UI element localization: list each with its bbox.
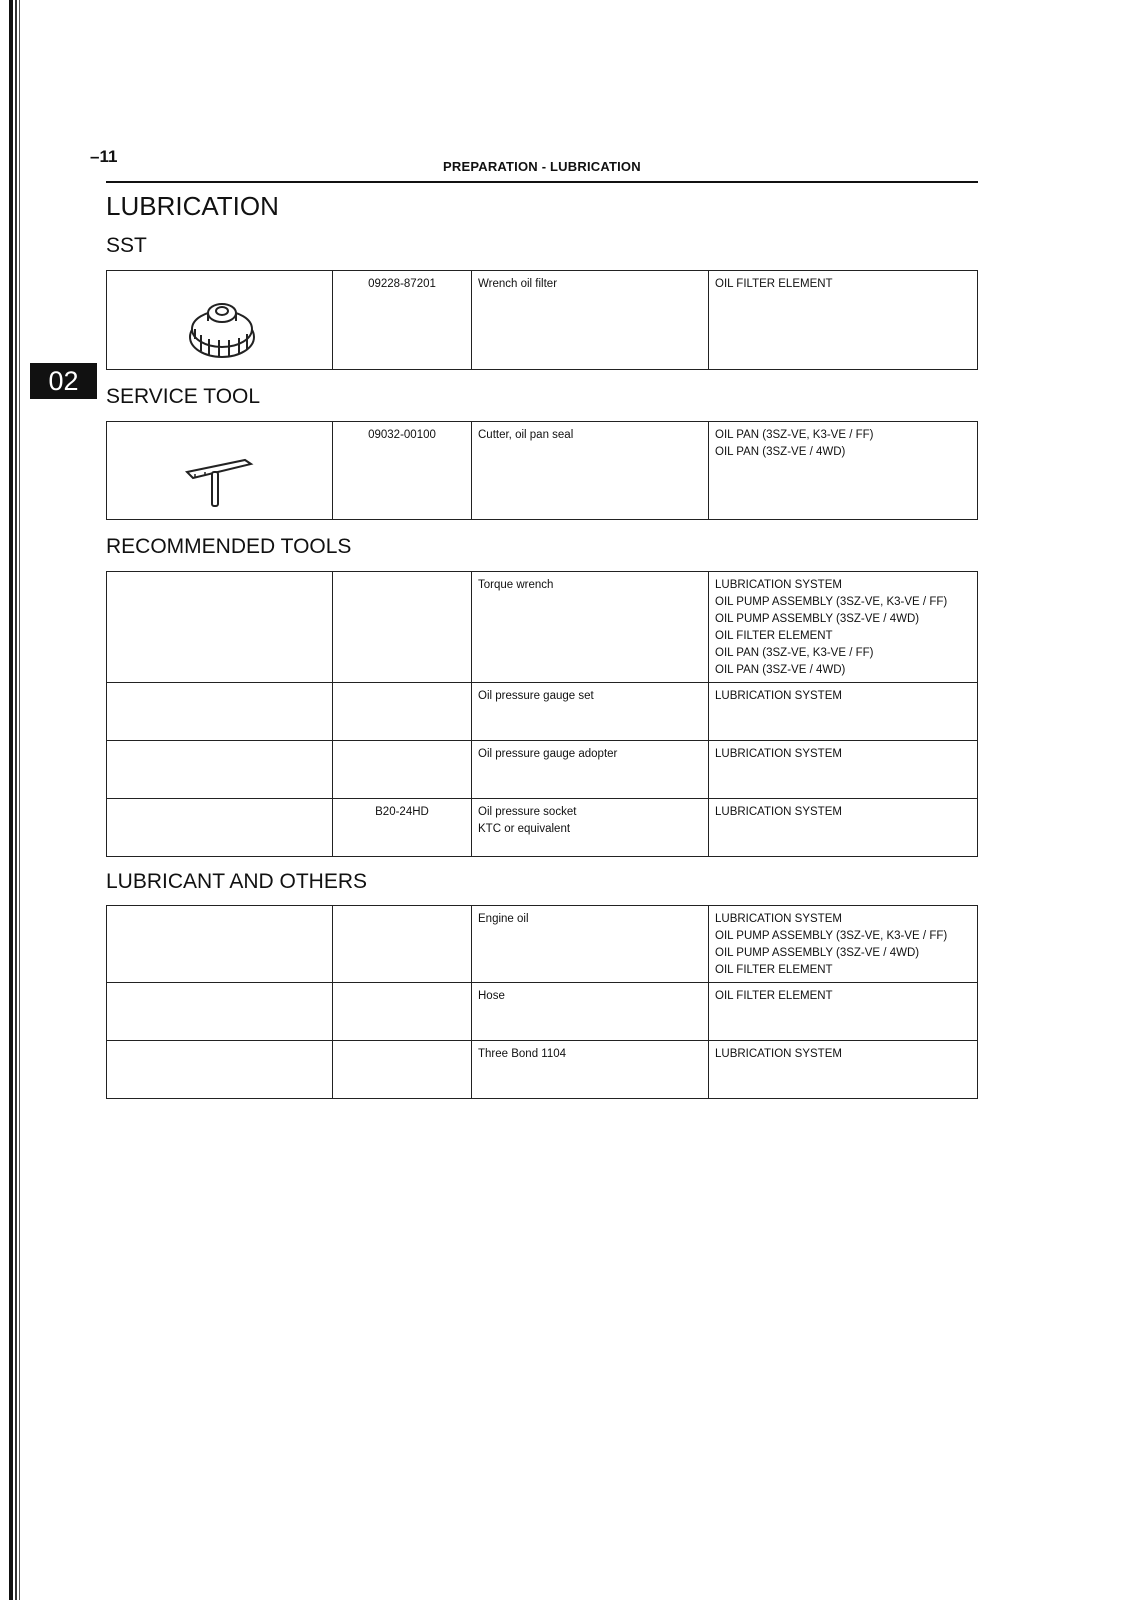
- oil-filter-wrench-icon: [187, 299, 257, 361]
- tool-usage: LUBRICATION SYSTEM: [709, 683, 978, 741]
- page-binding-edge: [0, 0, 22, 1600]
- recommended-tools-heading: RECOMMENDED TOOLS: [106, 535, 352, 558]
- tool-image-cell: [107, 683, 333, 741]
- lubricant-usage: LUBRICATION SYSTEM: [709, 1041, 978, 1099]
- part-number: B20-24HD: [333, 799, 472, 857]
- tool-usage: OIL PAN (3SZ-VE, K3-VE / FF) OIL PAN (3SZ-VE / 4WD): [709, 422, 978, 520]
- sst-heading: SST: [106, 234, 147, 257]
- lubricant-name: Three Bond 1104: [472, 1041, 709, 1099]
- lubricant-usage: OIL FILTER ELEMENT: [709, 983, 978, 1041]
- table-row: [107, 983, 978, 1041]
- table-row: [107, 799, 978, 857]
- tool-image-cell: [107, 983, 333, 1041]
- table-row: [107, 906, 978, 983]
- header-rule: [106, 181, 978, 183]
- tool-image-cell: [107, 271, 333, 370]
- page-title: LUBRICATION: [106, 191, 279, 221]
- tool-name: Oil pressure socket KTC or equivalent: [472, 799, 709, 857]
- part-number: 09032-00100: [333, 422, 472, 520]
- table-row: [107, 422, 978, 520]
- tool-image-cell: [107, 799, 333, 857]
- section-tab: 02: [30, 363, 97, 399]
- lubricant-name: Hose: [472, 983, 709, 1041]
- lubricant-heading: LUBRICANT AND OTHERS: [106, 870, 367, 893]
- part-number: [333, 983, 472, 1041]
- tool-image-cell: [107, 572, 333, 683]
- tool-name: Cutter, oil pan seal: [472, 422, 709, 520]
- table-row: [107, 271, 978, 370]
- table-row: [107, 572, 978, 683]
- tool-image-cell: [107, 906, 333, 983]
- part-number: [333, 741, 472, 799]
- part-number: 09228-87201: [333, 271, 472, 370]
- part-number: [333, 1041, 472, 1099]
- lubricant-table: [106, 905, 978, 1099]
- tool-name: Oil pressure gauge adopter: [472, 741, 709, 799]
- tool-usage: OIL FILTER ELEMENT: [709, 271, 978, 370]
- sst-table: [106, 270, 978, 370]
- page-number: –11: [90, 147, 118, 166]
- service-tool-table: [106, 421, 978, 520]
- tool-image-cell: [107, 422, 333, 520]
- tool-image-cell: [107, 1041, 333, 1099]
- service-tool-heading: SERVICE TOOL: [106, 385, 261, 408]
- part-number: [333, 572, 472, 683]
- table-row: [107, 741, 978, 799]
- header-title: PREPARATION - LUBRICATION: [443, 159, 641, 174]
- lubricant-name: Engine oil: [472, 906, 709, 983]
- part-number: [333, 906, 472, 983]
- recommended-tools-table: [106, 571, 978, 857]
- tool-usage: LUBRICATION SYSTEM OIL PUMP ASSEMBLY (3SZ-VE, K3-VE / FF) OIL PUMP ASSEMBLY (3SZ-VE / 4WD) OIL FILTER ELEMENT OIL PAN (3SZ-VE, K3-VE / FF) OIL PAN (3SZ-VE / 4WD): [709, 572, 978, 683]
- lubricant-usage: LUBRICATION SYSTEM OIL PUMP ASSEMBLY (3SZ-VE, K3-VE / FF) OIL PUMP ASSEMBLY (3SZ-VE / 4WD) OIL FILTER ELEMENT: [709, 906, 978, 983]
- tool-image-cell: [107, 741, 333, 799]
- part-number: [333, 683, 472, 741]
- tool-name: Torque wrench: [472, 572, 709, 683]
- tool-usage: LUBRICATION SYSTEM: [709, 741, 978, 799]
- table-row: [107, 683, 978, 741]
- seal-cutter-icon: [185, 452, 255, 508]
- tool-name: Wrench oil filter: [472, 271, 709, 370]
- tool-name: Oil pressure gauge set: [472, 683, 709, 741]
- table-row: [107, 1041, 978, 1099]
- tool-usage: LUBRICATION SYSTEM: [709, 799, 978, 857]
